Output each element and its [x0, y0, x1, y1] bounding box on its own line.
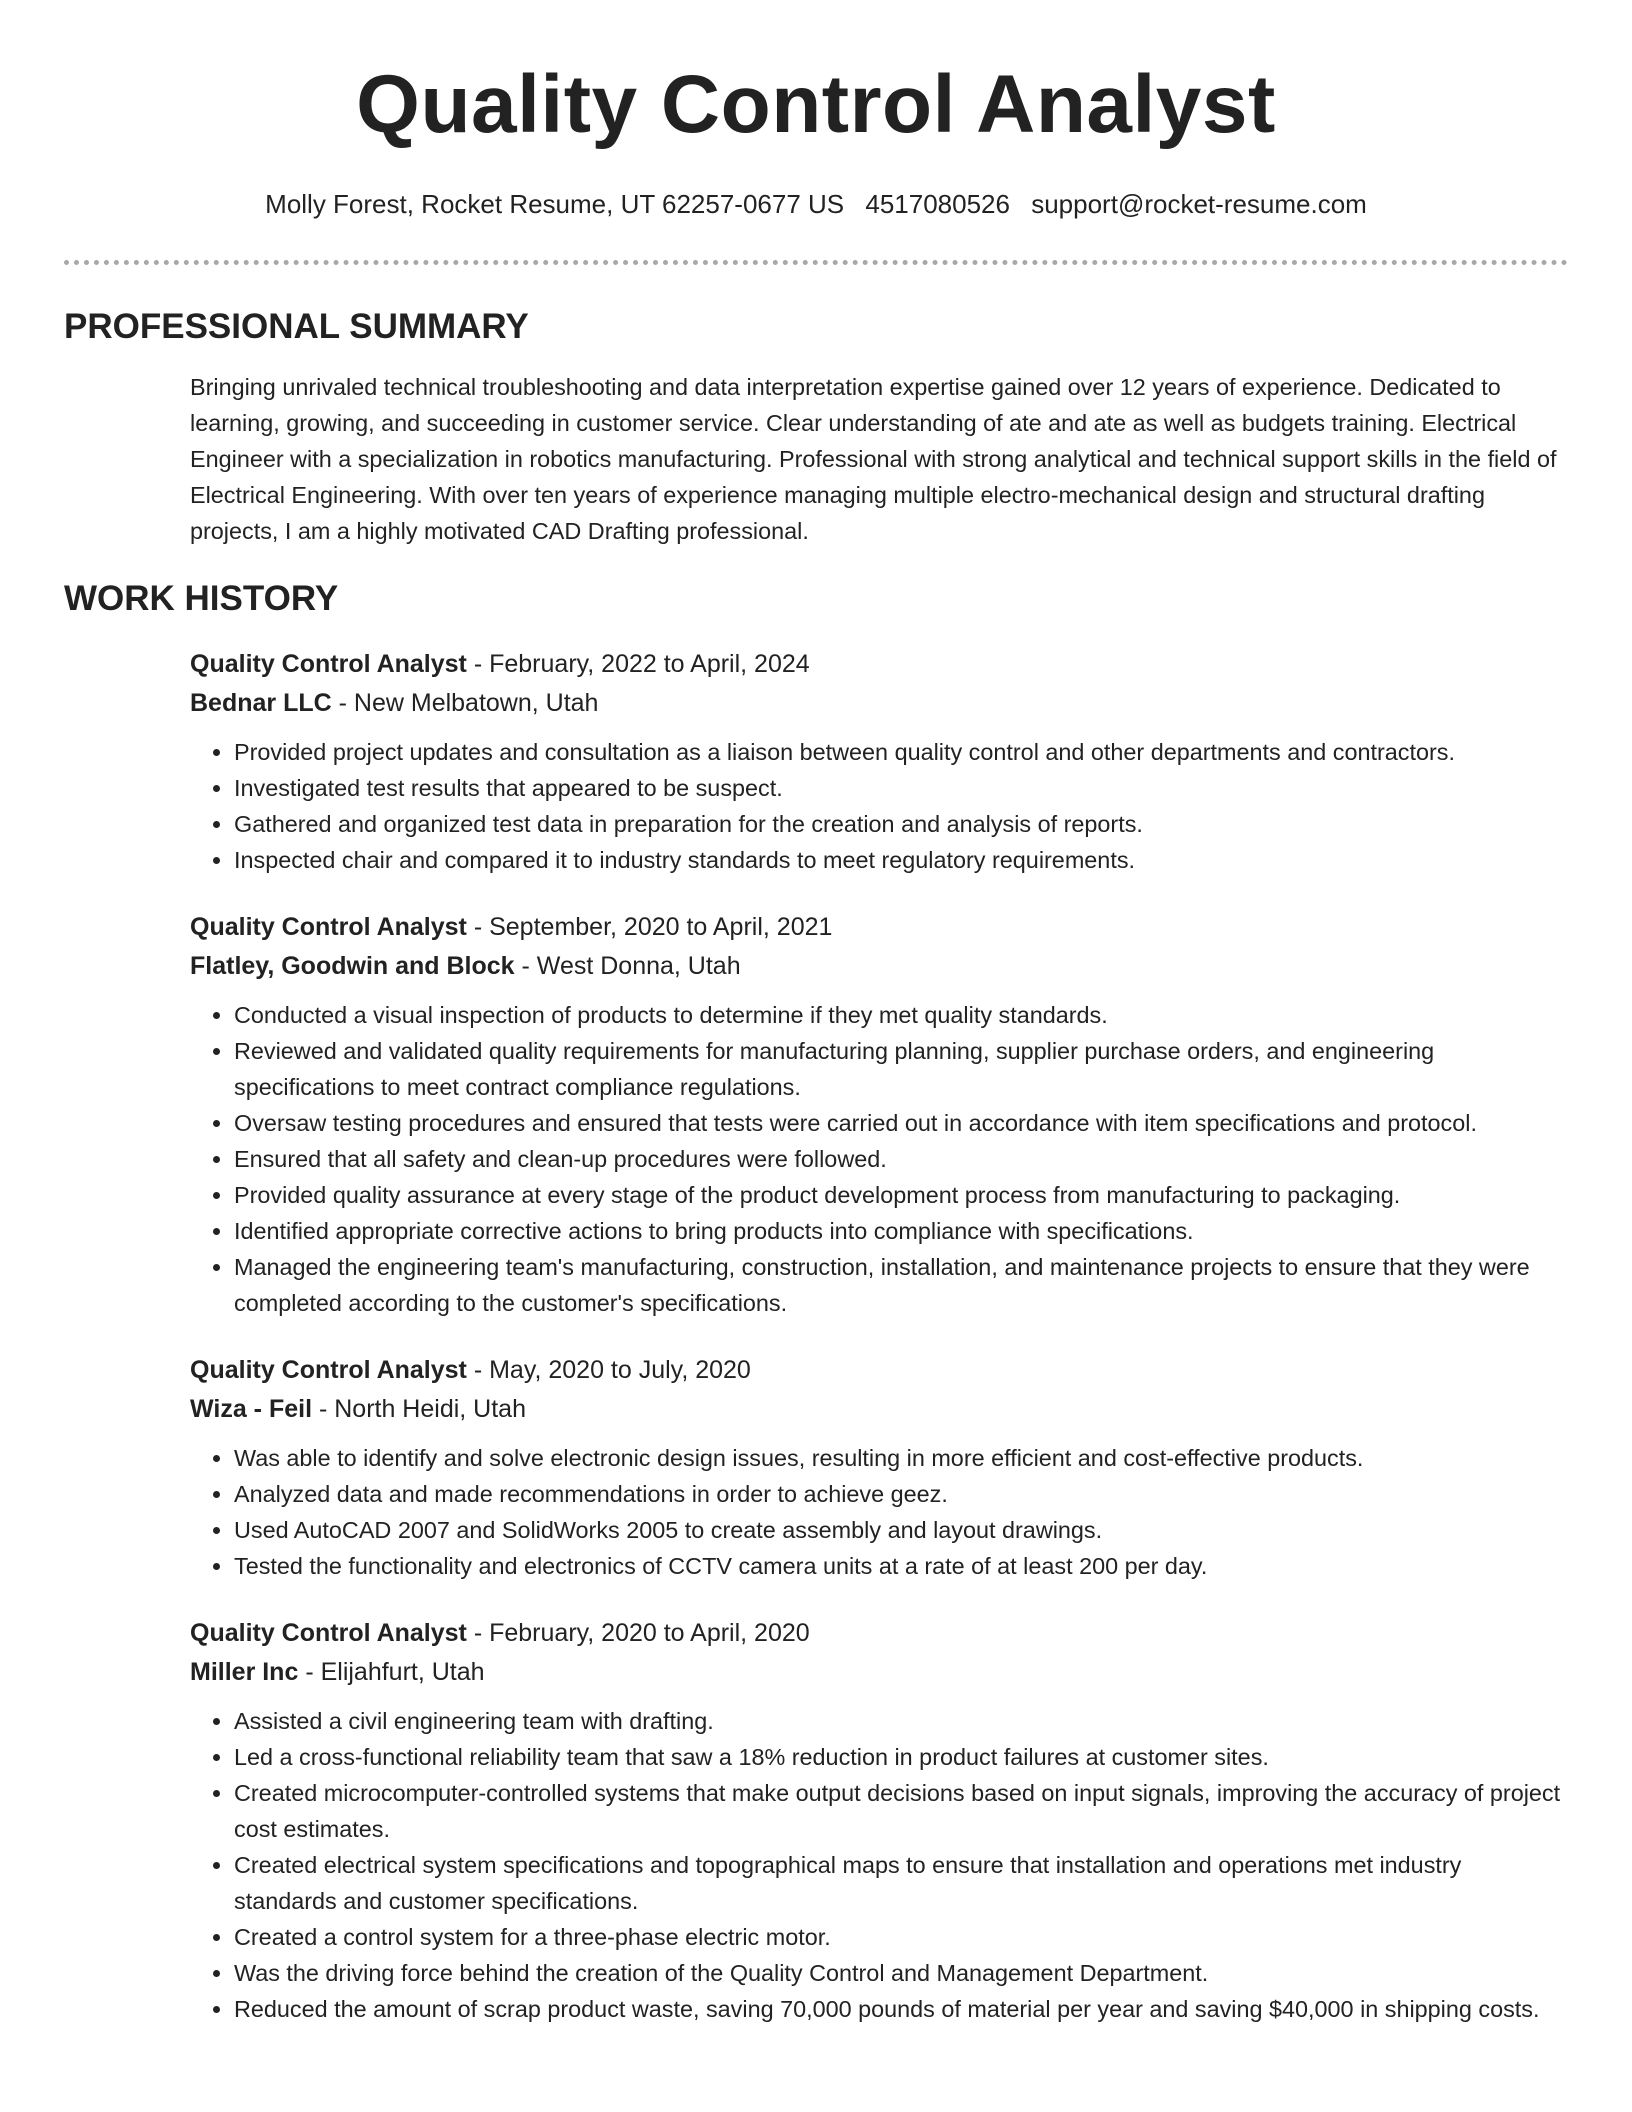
- job-location: - North Heidi, Utah: [312, 1395, 526, 1423]
- contact-address: Molly Forest, Rocket Resume, UT 62257-0677 US: [265, 189, 845, 219]
- list-item: • Analyzed data and made recommendations in order to achieve geez.: [234, 1476, 1568, 1512]
- job-entry: [190, 908, 1568, 1321]
- job-title: Quality Control Analyst: [190, 1356, 467, 1384]
- job-company-line: [190, 947, 1568, 986]
- list-item: • Created a control system for a three-phase electric motor.: [234, 1919, 1568, 1955]
- job-title: Quality Control Analyst: [190, 913, 467, 941]
- list-item: • Oversaw testing procedures and ensured that tests were carried out in accordance with item specifications and protocol.: [234, 1105, 1568, 1141]
- job-dates: - September, 2020 to April, 2021: [466, 913, 833, 941]
- list-item: • Conducted a visual inspection of products to determine if they met quality standards.: [234, 997, 1568, 1033]
- header-divider: [64, 260, 1568, 265]
- resume-title: Quality Control Analyst: [356, 59, 1276, 150]
- list-item: • Led a cross-functional reliability team that saw a 18% reduction in product failures at customer sites.: [234, 1739, 1568, 1775]
- job-bullets: [190, 734, 1568, 878]
- job-location: - New Melbatown, Utah: [331, 689, 599, 717]
- list-item: • Managed the engineering team's manufacturing, construction, installation, and maintenance projects to ensure that they were completed according to the customer's specifications.: [234, 1249, 1568, 1321]
- job-bullets: [190, 1703, 1568, 2027]
- list-item: • Tested the functionality and electronics of CCTV camera units at a rate of at least 200 per day.: [234, 1548, 1568, 1584]
- job-title: Quality Control Analyst: [190, 1619, 467, 1647]
- work-history-list: [64, 645, 1568, 2027]
- contact-email: support@rocket-resume.com: [1031, 189, 1367, 219]
- job-title-line: [190, 645, 1568, 684]
- list-item: • Inspected chair and compared it to industry standards to meet regulatory requirements.: [234, 842, 1568, 878]
- job-dates: - February, 2020 to April, 2020: [466, 1619, 810, 1647]
- list-item: • Created electrical system specifications and topographical maps to ensure that installation and operations met industry standards and customer specifications.: [234, 1847, 1568, 1919]
- list-item: • Provided project updates and consultation as a liaison between quality control and other departments and contractors.: [234, 734, 1568, 770]
- list-item: • Identified appropriate corrective actions to bring products into compliance with specifications.: [234, 1213, 1568, 1249]
- contact-phone: 4517080526: [865, 189, 1010, 219]
- list-item: • Reduced the amount of scrap product waste, saving 70,000 pounds of material per year and saving $40,000 in shipping costs.: [234, 1991, 1568, 2027]
- list-item: • Was the driving force behind the creation of the Quality Control and Management Department.: [234, 1955, 1568, 1991]
- work-history-heading: WORK HISTORY: [64, 579, 339, 618]
- job-title-line: [190, 1351, 1568, 1390]
- job-company: Wiza - Feil: [190, 1395, 313, 1423]
- list-item: • Created microcomputer-controlled systems that make output decisions based on input signals, improving the accuracy of project cost estimates.: [234, 1775, 1568, 1847]
- job-company-line: [190, 684, 1568, 723]
- job-dates: - May, 2020 to July, 2020: [466, 1356, 751, 1384]
- job-company: Miller Inc: [190, 1658, 299, 1686]
- job-bullets: [190, 1440, 1568, 1584]
- list-item: • Reviewed and validated quality requirements for manufacturing planning, supplier purchase orders, and engineering specifications to meet contract compliance regulations.: [234, 1033, 1568, 1105]
- job-title-line: [190, 1614, 1568, 1653]
- job-entry: [190, 1614, 1568, 2027]
- list-item: • Was able to identify and solve electronic design issues, resulting in more efficient and cost-effective products.: [234, 1440, 1568, 1476]
- job-entry: [190, 645, 1568, 878]
- contact-line: [64, 186, 1568, 222]
- job-company-line: [190, 1653, 1568, 1692]
- job-bullets: [190, 997, 1568, 1321]
- job-dates: - February, 2022 to April, 2024: [466, 650, 810, 678]
- job-entry: [190, 1351, 1568, 1584]
- job-location: - West Donna, Utah: [514, 952, 741, 980]
- summary-text: Bringing unrivaled technical troubleshooting and data interpretation expertise gained over 12 years of experience. Dedicated to learning, growing, and succeeding in customer service. Clear understanding of ate and ate as well as budgets training. Electrical Engineer with a specialization in robotics manufacturing. Professional with strong analytical and technical support skills in the field of Electrical Engineering. With over ten years of experience managing multiple electro-mechanical design and structural drafting projects, I am a highly motivated CAD Drafting professional.: [190, 374, 1557, 544]
- job-location: - Elijahfurt, Utah: [298, 1658, 485, 1686]
- job-company-line: [190, 1390, 1568, 1429]
- list-item: • Ensured that all safety and clean-up procedures were followed.: [234, 1141, 1568, 1177]
- job-company: Bednar LLC: [190, 689, 332, 717]
- list-item: • Used AutoCAD 2007 and SolidWorks 2005 to create assembly and layout drawings.: [234, 1512, 1568, 1548]
- summary-heading: PROFESSIONAL SUMMARY: [64, 307, 529, 346]
- job-title: Quality Control Analyst: [190, 650, 467, 678]
- list-item: • Investigated test results that appeared to be suspect.: [234, 770, 1568, 806]
- list-item: • Gathered and organized test data in preparation for the creation and analysis of reports.: [234, 806, 1568, 842]
- list-item: • Provided quality assurance at every stage of the product development process from manufacturing to packaging.: [234, 1177, 1568, 1213]
- job-title-line: [190, 908, 1568, 947]
- list-item: • Assisted a civil engineering team with drafting.: [234, 1703, 1568, 1739]
- job-company: Flatley, Goodwin and Block: [190, 952, 515, 980]
